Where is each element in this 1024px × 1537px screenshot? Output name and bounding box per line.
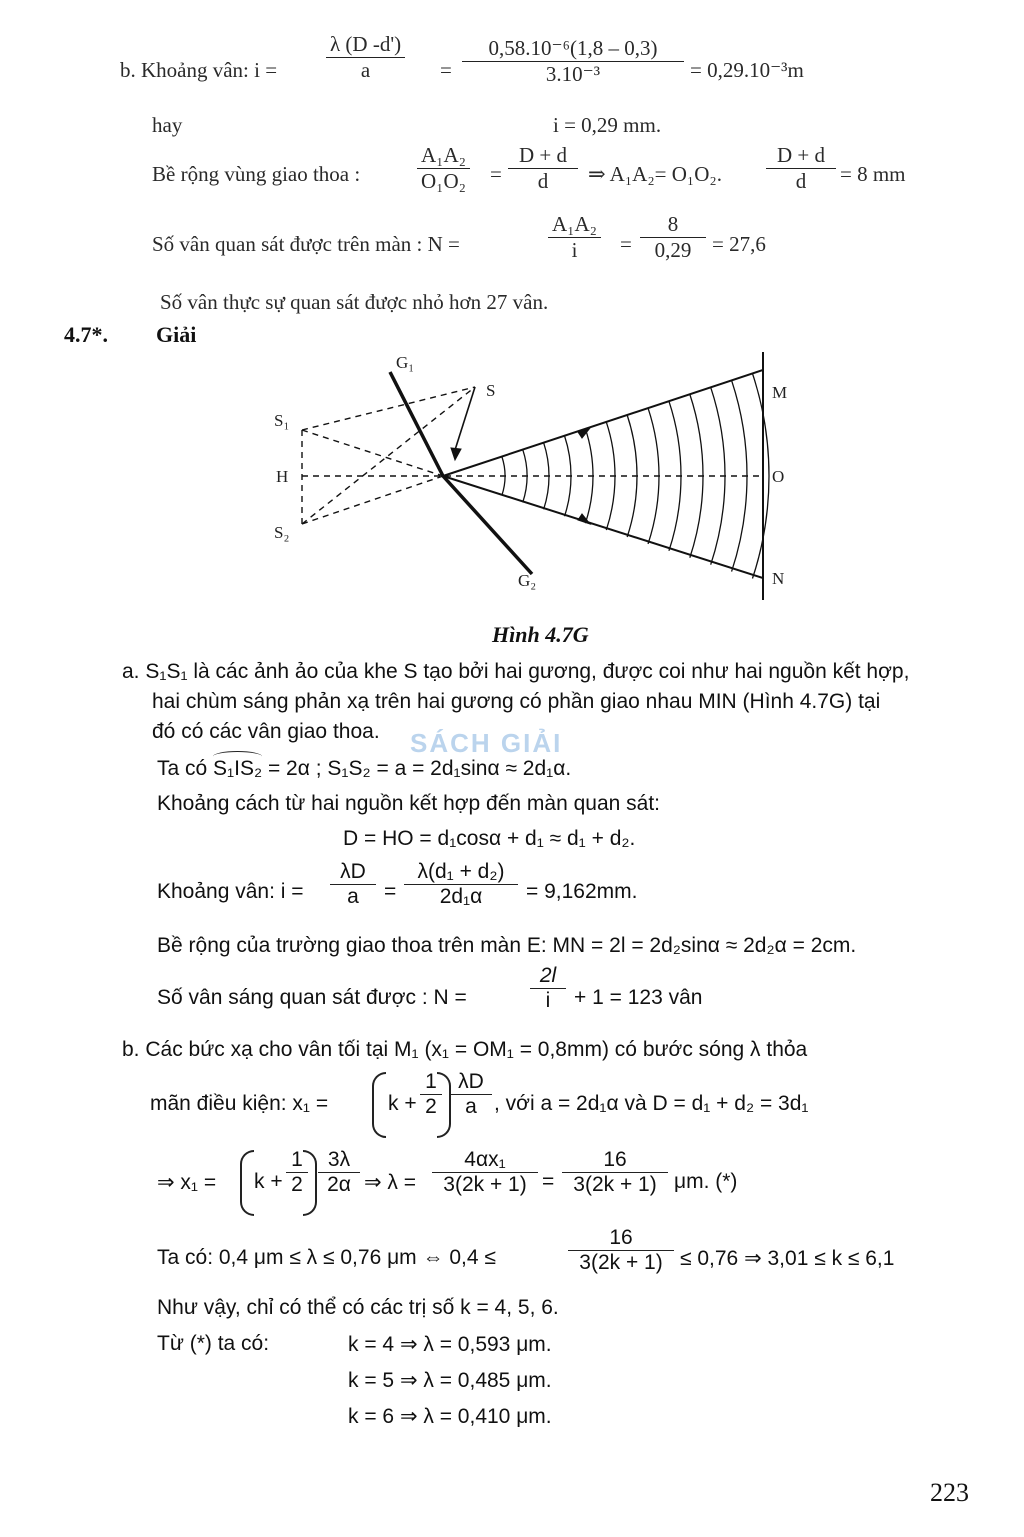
range-label: Ta có: 0,4 μm ≤ λ ≤ 0,76 μm ⇔ 0,4 ≤ <box>157 1246 496 1269</box>
numerator: A₁A₂ <box>552 212 597 236</box>
fraction <box>562 1148 668 1197</box>
fraction <box>432 1148 538 1197</box>
k-plus: k + <box>388 1092 417 1115</box>
label-o: O <box>772 467 785 486</box>
fraction <box>508 143 578 194</box>
watermark: SÁCH GIẢI <box>410 728 563 758</box>
right-paren <box>303 1150 317 1216</box>
fraction <box>330 860 376 909</box>
numerator: λ (D -d') <box>330 32 402 56</box>
k4-result: k = 4 ⇒ λ = 0,593 μm. <box>348 1333 552 1356</box>
label-s1: S₁ <box>274 411 290 430</box>
numerator: A₁A₂ <box>421 143 466 167</box>
numerator: 8 <box>667 212 679 236</box>
range-rest: ≤ 0,76 ⇒ 3,01 ≤ k ≤ 6,1 <box>680 1247 895 1270</box>
part-a-line3: đó có các vân giao thoa. <box>152 720 380 743</box>
denominator: d <box>795 169 807 193</box>
denominator: d <box>537 169 549 193</box>
fraction <box>326 32 405 83</box>
fraction <box>640 212 706 263</box>
count-label: Số vân quan sát được trên màn : N = <box>152 232 460 256</box>
label-m: M <box>772 383 788 402</box>
numerator: 2l <box>539 964 557 987</box>
arc-text: S₁IS₂ <box>213 757 263 780</box>
numerator: 4αx₁ <box>464 1148 506 1171</box>
numerator: 0,58.10⁻⁶(1,8 – 0,3) <box>488 36 658 60</box>
numerator: 3λ <box>327 1148 351 1171</box>
khoang-van-label: b. Khoảng vân: i = <box>120 58 278 82</box>
k5-result: k = 5 ⇒ λ = 0,485 μm. <box>348 1369 552 1392</box>
ta-co-prefix: Ta có <box>157 757 214 780</box>
denominator: a <box>347 885 359 908</box>
label-g1: G₁ <box>396 353 415 372</box>
label-g2: G₂ <box>518 571 537 590</box>
interference-figure <box>260 352 820 612</box>
from-star: Từ (*) ta có: <box>157 1332 270 1355</box>
label-h: H <box>276 467 289 486</box>
n-label: Số vân sáng quan sát được : N = <box>157 986 467 1009</box>
fraction <box>548 212 601 263</box>
result: + 1 = 123 vân <box>574 986 703 1009</box>
equals: = <box>620 232 632 256</box>
cond-rest: , với a = 2d₁α và D = d₁ + d₂ = 3d₁ <box>494 1092 809 1115</box>
fraction <box>530 964 566 1013</box>
section-number: 4.7*. <box>64 322 108 347</box>
equals: = <box>384 880 397 903</box>
left-paren <box>372 1072 386 1138</box>
mirror-g1 <box>390 372 443 476</box>
section-title: Giải <box>156 322 197 347</box>
hay-label: hay <box>152 113 183 137</box>
numerator: 1 <box>291 1148 303 1171</box>
fraction <box>462 36 684 87</box>
page-number: 223 <box>930 1478 969 1507</box>
numerator: 16 <box>603 1148 627 1171</box>
fraction <box>417 143 470 194</box>
cond-label: mãn điều kiện: x₁ = <box>150 1092 329 1115</box>
label-n: N <box>772 569 785 588</box>
der-unit: μm. (*) <box>674 1170 738 1193</box>
left-paren <box>240 1150 254 1216</box>
denominator: i <box>545 989 551 1012</box>
numerator: D + d <box>518 143 567 167</box>
figure-caption: Hình 4.7G <box>492 622 589 647</box>
numerator: λD <box>340 860 366 883</box>
label-s2: S₂ <box>274 523 290 542</box>
possible-k: Như vậy, chỉ có thể có các trị số k = 4, 5, 6. <box>157 1296 559 1319</box>
numerator: 16 <box>609 1226 633 1249</box>
fraction <box>766 143 836 194</box>
denominator: 0,29 <box>654 238 692 262</box>
denominator: 3(2k + 1) <box>443 1173 527 1196</box>
der-label: ⇒ x₁ = <box>157 1171 217 1194</box>
distance-formula: D = HO = d₁cosα + d₁ ≈ d₁ + d₂. <box>343 827 636 850</box>
fraction <box>318 1148 360 1197</box>
fraction <box>404 860 518 909</box>
numerator: D + d <box>776 143 825 167</box>
denominator: O₁O₂ <box>421 169 466 193</box>
numerator: λD <box>458 1070 484 1093</box>
denominator: 2α <box>327 1173 351 1196</box>
equals: = <box>440 58 452 82</box>
denominator: 3.10⁻³ <box>545 62 601 86</box>
part-b-line1: b. Các bức xạ cho vân tối tại M₁ (x₁ = OM₁ = 0,8mm) có bước sóng λ thỏa <box>122 1038 808 1061</box>
result: = 8 mm <box>840 162 906 186</box>
width-label: Bề rộng vùng giao thoa : <box>152 162 361 186</box>
hay-value: i = 0,29 mm. <box>553 113 662 137</box>
equals: = <box>490 162 502 186</box>
arc-angle <box>213 757 262 781</box>
distance-label: Khoảng cách từ hai nguồn kết hợp đến màn quan sát: <box>157 792 661 815</box>
denominator: 3(2k + 1) <box>573 1173 657 1196</box>
k-plus: k + <box>254 1170 283 1193</box>
fraction <box>568 1226 674 1275</box>
implies-lambda: ⇒ λ = <box>364 1171 417 1194</box>
k6-result: k = 6 ⇒ λ = 0,410 μm. <box>348 1405 552 1428</box>
denominator: 2d₁α <box>439 885 483 908</box>
fraction <box>450 1070 492 1119</box>
denominator: a <box>465 1095 477 1118</box>
numerator: λ(d₁ + d₂) <box>417 860 505 883</box>
ta-co-rest: = 2α ; S₁S₂ = a = 2d₁sinα ≈ 2d₁α. <box>262 757 572 780</box>
result: = 0,29.10⁻³m <box>690 58 804 82</box>
actual-count: Số vân thực sự quan sát được nhỏ hơn 27 vân. <box>160 290 549 314</box>
result: = 9,162mm. <box>526 880 638 903</box>
right-paren <box>437 1072 451 1138</box>
ta-co-line <box>157 757 571 781</box>
numerator: 1 <box>425 1070 437 1093</box>
part-a-line1: a. S₁S₁ là các ảnh ảo của khe S tạo bởi hai gương, được coi như hai nguồn kết hợp, <box>122 660 910 683</box>
i-label: Khoảng vân: i = <box>157 880 304 903</box>
denominator: 2 <box>425 1095 437 1118</box>
incident-ray <box>455 387 475 450</box>
field-width: Bề rộng của trường giao thoa trên màn E: MN = 2l = 2d₂sinα ≈ 2d₂α = 2cm. <box>157 934 857 957</box>
label-s: S <box>486 381 496 400</box>
arrow-head <box>451 448 461 460</box>
implies-text: ⇒ A₁A₂= O₁O₂. <box>588 162 722 186</box>
part-a-line2: hai chùm sáng phản xạ trên hai gương có phần giao nhau MIN (Hình 4.7G) tại <box>152 690 881 713</box>
denominator: i <box>571 238 578 262</box>
denominator: 2 <box>291 1173 303 1196</box>
denominator: 3(2k + 1) <box>579 1251 663 1274</box>
result: = 27,6 <box>712 232 766 256</box>
equals: = <box>542 1170 555 1193</box>
denominator: a <box>360 58 371 82</box>
